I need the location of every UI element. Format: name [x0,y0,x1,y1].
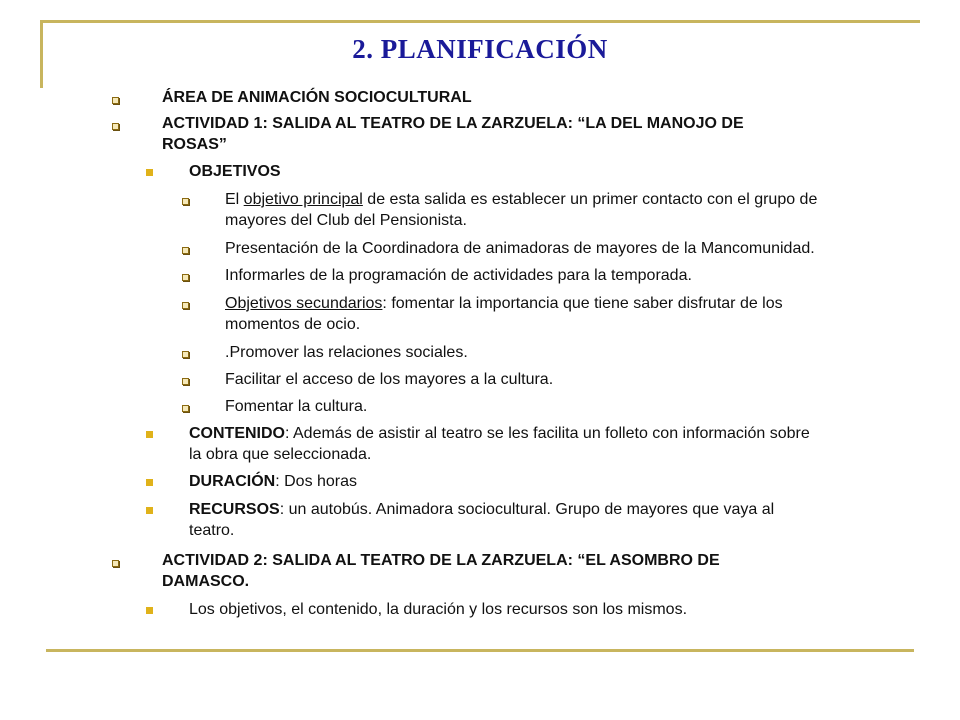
square-bullet-icon [182,378,189,385]
square-bullet-icon [112,97,119,104]
objetivo-5-text: .Promover las relaciones sociales. [225,344,468,361]
actividad-1-text [162,113,882,155]
square-bullet-icon [182,405,189,412]
square-bullet-icon [112,560,119,567]
square-bullet-icon [146,507,153,514]
square-bullet-icon [146,431,153,438]
square-bullet-icon [182,302,189,309]
square-bullet-icon [182,274,189,281]
objetivo-1-text [225,189,925,231]
objetivo-1-prefix: El [225,191,244,208]
objetivo-7-text: Fomentar la cultura. [225,398,368,415]
objetivo-4-rest: : fomentar la importancia que tiene saber disfrutar de los [382,295,783,312]
actividad-2-text [162,550,882,592]
objetivo-1-rest: de esta salida es establecer un primer contacto con el grupo de [362,191,818,208]
actividad-2-line-2: DAMASCO. [162,573,250,590]
square-bullet-icon [182,198,189,205]
objetivos-secundarios-term: Objetivos secundarios [225,295,383,312]
contenido-rest: : Además de asistir al teatro se les facilita un folleto con información sobre [285,425,810,442]
square-bullet-icon [112,123,119,130]
contenido-line-2: la obra que seleccionada. [189,446,372,463]
square-bullet-icon [182,351,189,358]
actividad-1-line-1: ACTIVIDAD 1: SALIDA AL TEATRO DE LA ZARZUELA: “LA DEL MANOJO DE [162,115,744,132]
square-bullet-icon [146,479,153,486]
recursos-line-2: teatro. [189,522,235,539]
objetivo-4-line-2: momentos de ocio. [225,316,361,333]
recursos-text [189,499,929,541]
square-bullet-icon [182,247,189,254]
page-title: 2. PLANIFICACIÓN [352,34,608,64]
duracion-rest: : Dos horas [275,473,358,490]
top-rule [40,20,920,23]
duracion-text [189,471,929,492]
duracion-label: DURACIÓN [189,473,276,490]
objetivo-principal-term: objetivo principal [243,191,363,208]
actividad-2-line-1: ACTIVIDAD 2: SALIDA AL TEATRO DE LA ZARZUELA: “EL ASOMBRO DE [162,552,720,569]
recursos-rest: : un autobús. Animadora sociocultural. Grupo de mayores que vaya al [279,501,775,518]
objetivo-3-text: Informarles de la programación de actividades para la temporada. [225,267,692,284]
square-bullet-icon [146,169,153,176]
objetivo-2-text: Presentación de la Coordinadora de animadoras de mayores de la Mancomunidad. [225,240,815,257]
contenido-label: CONTENIDO [189,425,285,442]
actividad-1-line-2: ROSAS” [162,136,227,153]
recursos-label: RECURSOS [189,501,280,518]
objetivo-4-text [225,293,925,335]
area-text: ÁREA DE ANIMACIÓN SOCIOCULTURAL [162,89,472,106]
objetivos-heading: OBJETIVOS [189,163,281,180]
square-bullet-icon [146,607,153,614]
bottom-rule [46,649,914,652]
objetivo-1-line-2: mayores del Club del Pensionista. [225,212,467,229]
actividad-2-detail-text: Los objetivos, el contenido, la duración y los recursos son los mismos. [189,601,688,618]
objetivo-6-text: Facilitar el acceso de los mayores a la cultura. [225,371,554,388]
contenido-text [189,423,929,465]
